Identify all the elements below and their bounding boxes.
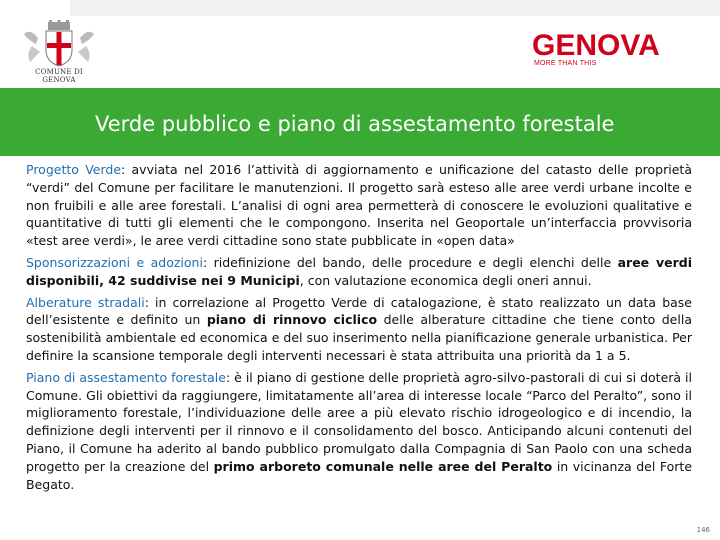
logo-caption: COMUNE DI GENOVA xyxy=(35,68,83,84)
paragraph-text: : in correlazione al Progetto Verde di catalogazione, è stato realizzato un data base dell’esistente e definito un xyxy=(26,294,692,328)
paragraph-text: : avviata nel 2016 l’attività di aggiornamento e unificazione del catasto delle proprietà “verdi” del Comune per facilitare le manutenzioni. Il progetto sarà esteso alle aree verdi urbane incolte e non fruibili e alle aree forestali. L’analisi di ogni area permetterà di conoscere le evoluzioni qualitative e quantitative di tutti gli elementi che le compongono. Inserita nel Geoportale un’interfaccia provvisoria «test aree verdi», le aree verdi cittadine sono state pubblicate in «open data» xyxy=(26,162,692,249)
title-banner xyxy=(0,88,720,156)
paragraph-title: Progetto Verde xyxy=(26,162,122,177)
paragraph-text: : è il piano di gestione delle proprietà agro-silvo-pastorali di cui si doterà il Comune. Gli obiettivi da raggiungere, limitatamente all’area di interesse locale “Parco del Peralto”, sono il miglioramento forestale, l’individuazione delle aree a più elevato rischio idrogeologico e di incendio, la definizione degli interventi per il rinnovo e il consolidamento del bosco. Anticipando alcuni contenuti del Piano, il Comune ha aderito al bando pubblico promulgato dalla Compagnia di San Paolo con una scheda progetto per la creazione del xyxy=(26,369,692,474)
top-strip xyxy=(70,0,720,16)
paragraph-title: Sponsorizzazioni e adozioni xyxy=(26,254,203,270)
paragraph-title: Piano di assestamento forestale xyxy=(26,369,226,385)
genova-brand-logo xyxy=(532,30,702,74)
paragraph-bold-text: primo arboreto comunale nelle aree del Peralto xyxy=(213,458,553,474)
paragraph-bold-text: piano di rinnovo ciclico xyxy=(206,312,378,328)
paragraph-progetto-verde xyxy=(26,161,692,250)
comune-di-genova-logo xyxy=(18,20,100,84)
coat-of-arms-icon xyxy=(18,20,100,68)
paragraph-sponsorizzazioni xyxy=(26,254,692,290)
paragraph-text: : ridefinizione del bando, delle procedure e degli elenchi delle xyxy=(202,254,618,270)
content-body xyxy=(26,161,692,497)
paragraph-text: , con valutazione economica degli oneri annui. xyxy=(299,272,592,288)
paragraph-text: in vicinanza del Forte Begato. xyxy=(26,458,693,492)
page-title: Verde pubblico e piano di assestamento forestale xyxy=(95,112,615,136)
brand-wordmark-text: GENOVA xyxy=(532,30,660,58)
paragraph-text: delle alberature cittadine che tiene conto della sostenibilità ambientale ed economica e del suo inserimento nella pianificazione generale urbanistica. Per definire la scansione temporale degli interventi necessari è stata attribuita una priorità da 1 a 5. xyxy=(26,312,692,363)
genova-wordmark xyxy=(532,30,702,58)
paragraph-title: Alberature stradali xyxy=(26,294,145,310)
paragraph-bold-text: aree verdi disponibili, 42 suddivise nei 9 Municipi xyxy=(26,254,692,288)
brand-tagline: MORE THAN THIS xyxy=(534,60,597,67)
paragraph-alberature xyxy=(26,294,692,365)
paragraph-piano-assestamento xyxy=(26,369,692,494)
page-number: 146 xyxy=(696,526,710,534)
